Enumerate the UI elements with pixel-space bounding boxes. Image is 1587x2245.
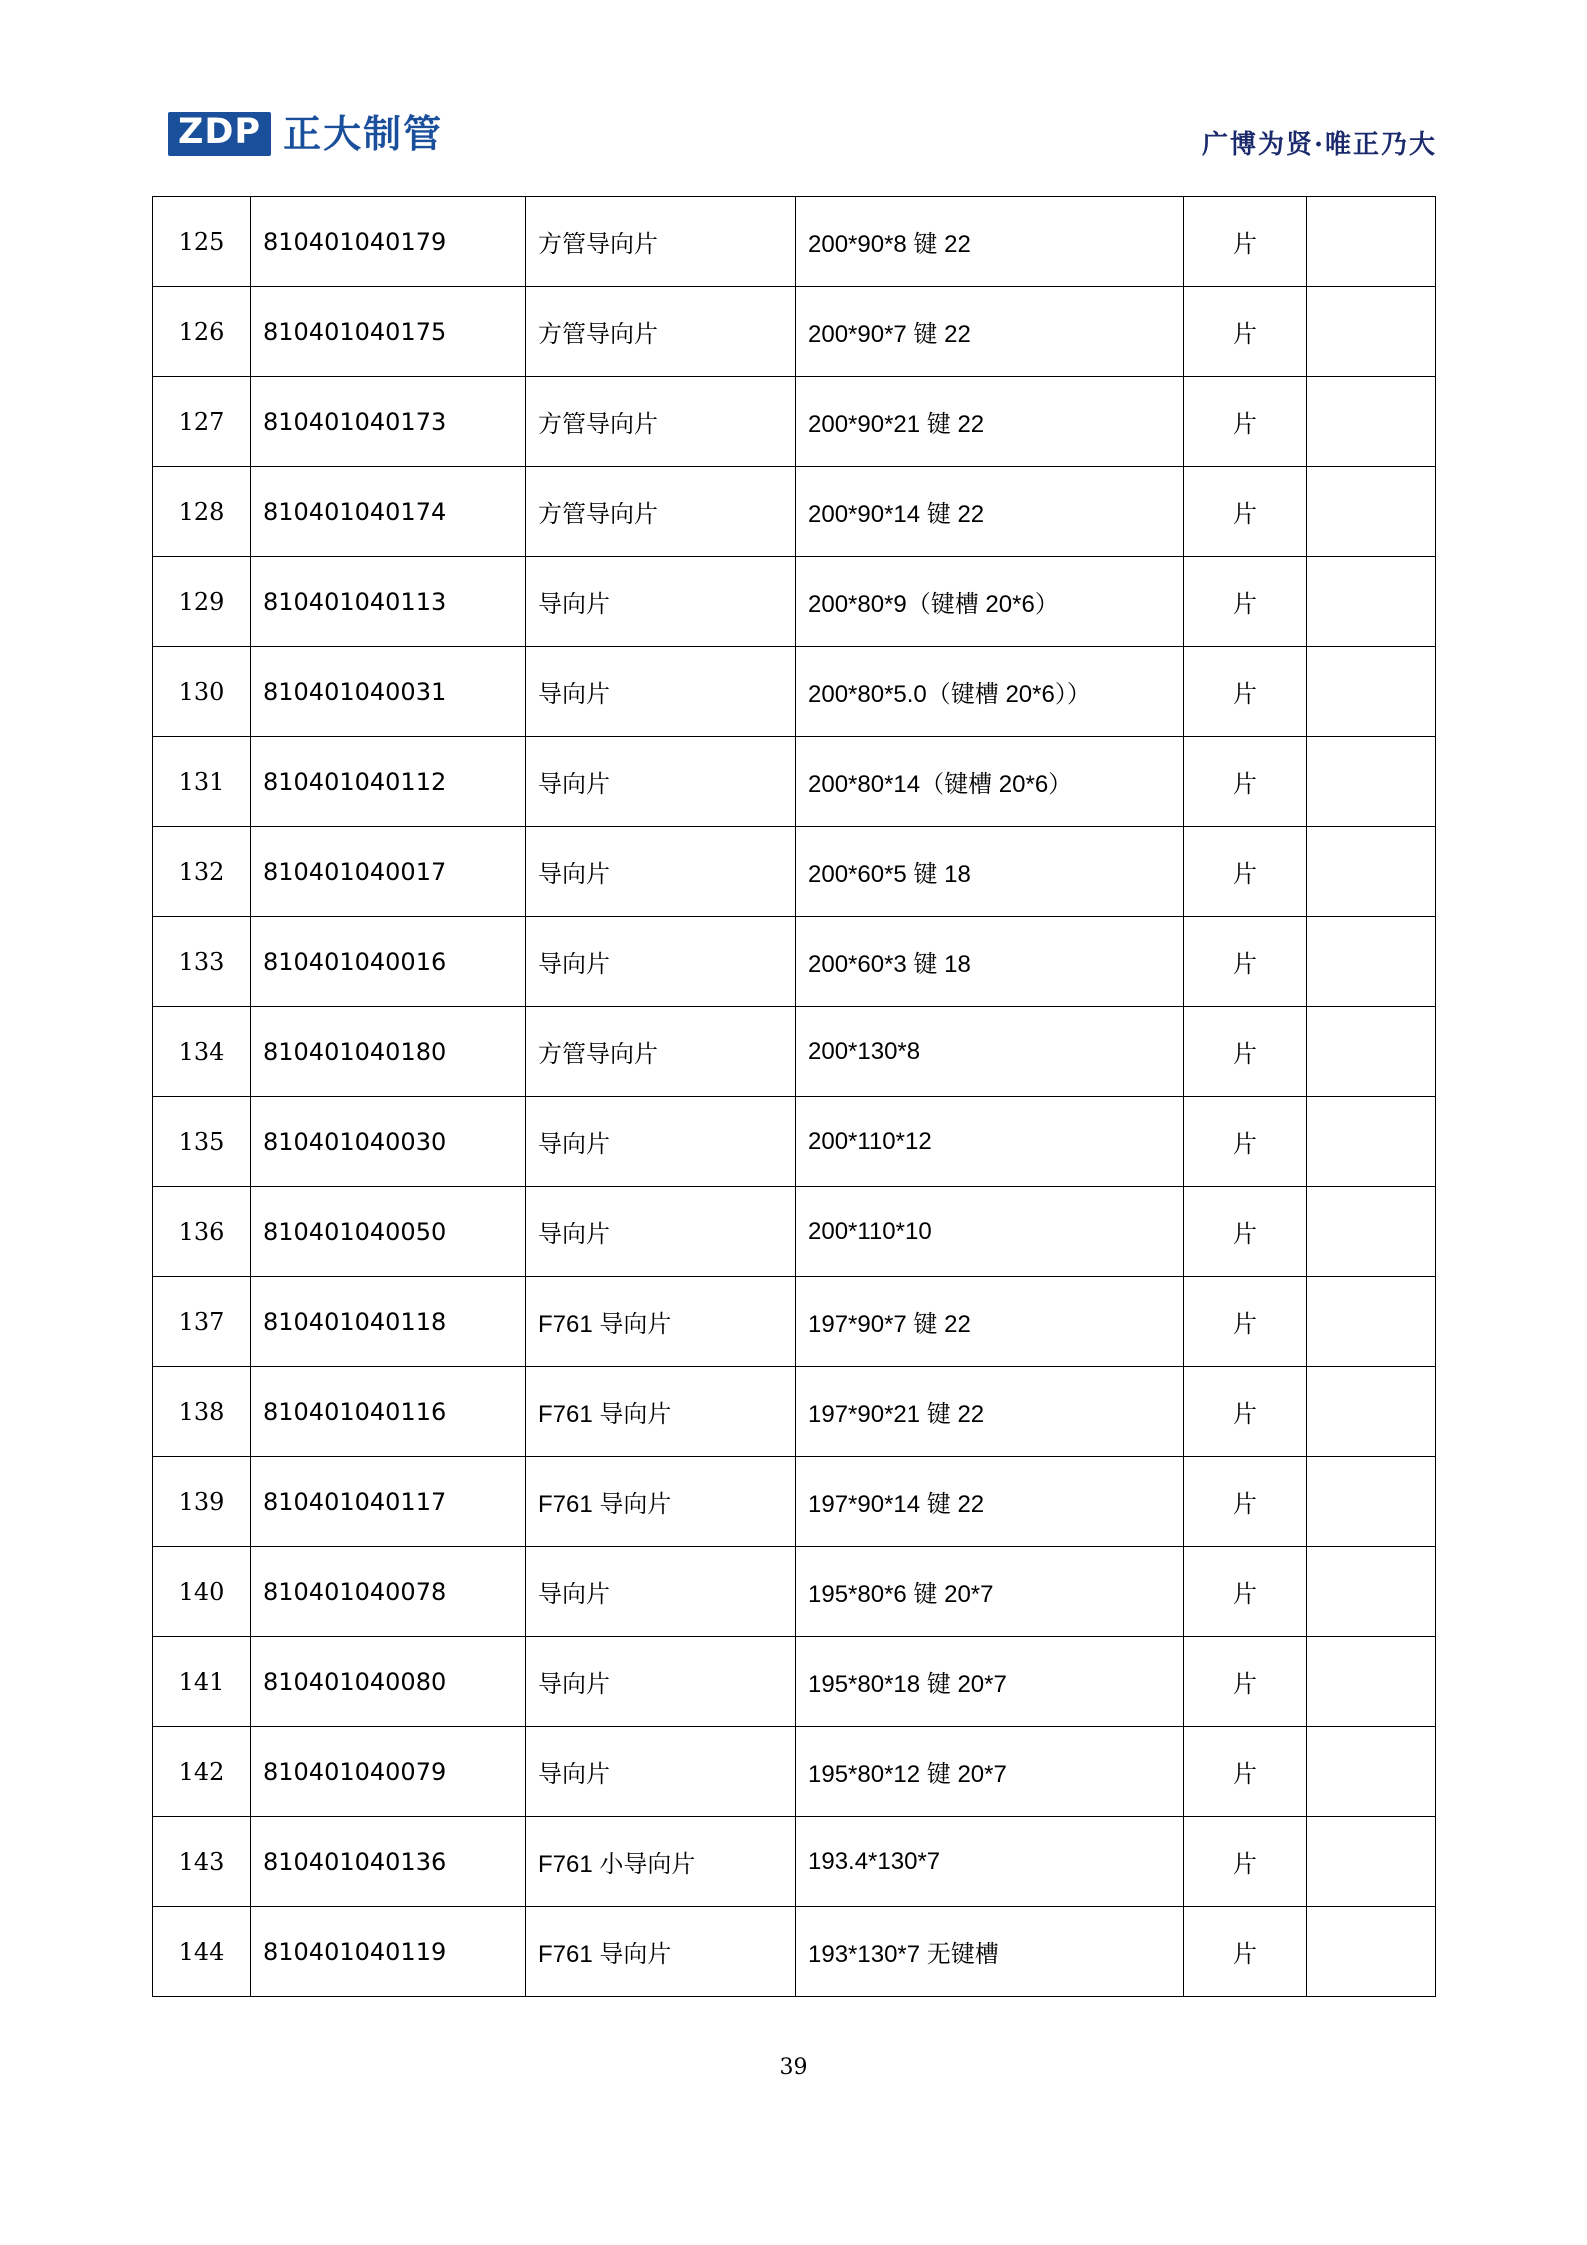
cell-name: 导向片 (526, 647, 796, 737)
cell-index: 140 (153, 1547, 251, 1637)
cell-name: 方管导向片 (526, 197, 796, 287)
cell-code: 810401040175 (251, 287, 526, 377)
cell-spec: 200*90*7 键 22 (796, 287, 1184, 377)
company-logo (168, 112, 443, 156)
cell-spec: 200*80*5.0（键槽 20*6）） (796, 647, 1184, 737)
table-row (153, 1007, 1436, 1097)
cell-note (1307, 1547, 1436, 1637)
cell-spec: 193.4*130*7 (796, 1817, 1184, 1907)
cell-name: F761 导向片 (526, 1277, 796, 1367)
cell-code: 810401040117 (251, 1457, 526, 1547)
cell-unit: 片 (1184, 737, 1307, 827)
cell-index: 142 (153, 1727, 251, 1817)
cell-spec: 200*90*8 键 22 (796, 197, 1184, 287)
cell-spec: 197*90*14 键 22 (796, 1457, 1184, 1547)
table-row (153, 1457, 1436, 1547)
table-row (153, 737, 1436, 827)
cell-name: 导向片 (526, 737, 796, 827)
cell-code: 810401040112 (251, 737, 526, 827)
cell-note (1307, 287, 1436, 377)
cell-code: 810401040119 (251, 1907, 526, 1997)
cell-note (1307, 1097, 1436, 1187)
cell-spec: 200*130*8 (796, 1007, 1184, 1097)
cell-spec: 200*60*5 键 18 (796, 827, 1184, 917)
cell-index: 129 (153, 557, 251, 647)
cell-spec: 200*60*3 键 18 (796, 917, 1184, 1007)
cell-note (1307, 1637, 1436, 1727)
cell-index: 126 (153, 287, 251, 377)
cell-index: 139 (153, 1457, 251, 1547)
table-row (153, 647, 1436, 737)
table-row (153, 1187, 1436, 1277)
table-row (153, 287, 1436, 377)
cell-note (1307, 917, 1436, 1007)
table-row (153, 1097, 1436, 1187)
cell-note (1307, 1907, 1436, 1997)
cell-name: F761 小导向片 (526, 1817, 796, 1907)
cell-note (1307, 827, 1436, 917)
table-row (153, 1727, 1436, 1817)
cell-spec: 200*90*21 键 22 (796, 377, 1184, 467)
cell-code: 810401040031 (251, 647, 526, 737)
cell-name: 方管导向片 (526, 377, 796, 467)
cell-name: 导向片 (526, 1637, 796, 1727)
cell-unit: 片 (1184, 1547, 1307, 1637)
cell-spec: 195*80*6 键 20*7 (796, 1547, 1184, 1637)
cell-unit: 片 (1184, 1097, 1307, 1187)
cell-note (1307, 377, 1436, 467)
cell-spec: 195*80*12 键 20*7 (796, 1727, 1184, 1817)
table-row (153, 1277, 1436, 1367)
parts-table (152, 196, 1436, 1997)
cell-code: 810401040173 (251, 377, 526, 467)
page-footer (0, 2055, 1587, 2080)
table-row (153, 467, 1436, 557)
table-row (153, 1907, 1436, 1997)
cell-code: 810401040080 (251, 1637, 526, 1727)
cell-unit: 片 (1184, 1187, 1307, 1277)
cell-index: 127 (153, 377, 251, 467)
cell-note (1307, 1727, 1436, 1817)
page-number: 39 (779, 2055, 808, 2080)
cell-unit: 片 (1184, 1007, 1307, 1097)
table-row (153, 377, 1436, 467)
cell-index: 128 (153, 467, 251, 557)
cell-note (1307, 737, 1436, 827)
cell-note (1307, 1367, 1436, 1457)
cell-code: 810401040030 (251, 1097, 526, 1187)
cell-note (1307, 467, 1436, 557)
cell-note (1307, 1277, 1436, 1367)
cell-name: F761 导向片 (526, 1367, 796, 1457)
cell-note (1307, 557, 1436, 647)
cell-code: 810401040179 (251, 197, 526, 287)
cell-spec: 200*110*10 (796, 1187, 1184, 1277)
cell-index: 141 (153, 1637, 251, 1727)
cell-name: 导向片 (526, 1547, 796, 1637)
cell-spec: 200*80*9（键槽 20*6） (796, 557, 1184, 647)
cell-note (1307, 197, 1436, 287)
cell-index: 125 (153, 197, 251, 287)
cell-note (1307, 1007, 1436, 1097)
cell-code: 810401040016 (251, 917, 526, 1007)
cell-unit: 片 (1184, 557, 1307, 647)
cell-note (1307, 647, 1436, 737)
cell-unit: 片 (1184, 287, 1307, 377)
table-row (153, 917, 1436, 1007)
cell-unit: 片 (1184, 377, 1307, 467)
cell-note (1307, 1817, 1436, 1907)
cell-spec: 193*130*7 无键槽 (796, 1907, 1184, 1997)
cell-unit: 片 (1184, 1277, 1307, 1367)
cell-name: 导向片 (526, 827, 796, 917)
cell-name: 方管导向片 (526, 287, 796, 377)
cell-unit: 片 (1184, 1367, 1307, 1457)
cell-spec: 197*90*7 键 22 (796, 1277, 1184, 1367)
cell-name: 方管导向片 (526, 1007, 796, 1097)
cell-name: 方管导向片 (526, 467, 796, 557)
parts-table-container (152, 196, 1435, 1997)
cell-unit: 片 (1184, 1907, 1307, 1997)
cell-name: 导向片 (526, 1727, 796, 1817)
cell-name: 导向片 (526, 917, 796, 1007)
cell-note (1307, 1187, 1436, 1277)
cell-index: 143 (153, 1817, 251, 1907)
cell-spec: 200*110*12 (796, 1097, 1184, 1187)
cell-index: 136 (153, 1187, 251, 1277)
table-row (153, 1817, 1436, 1907)
cell-code: 810401040136 (251, 1817, 526, 1907)
cell-code: 810401040180 (251, 1007, 526, 1097)
cell-unit: 片 (1184, 1727, 1307, 1817)
cell-name: 导向片 (526, 1187, 796, 1277)
cell-spec: 195*80*18 键 20*7 (796, 1637, 1184, 1727)
cell-unit: 片 (1184, 827, 1307, 917)
table-row (153, 197, 1436, 287)
table-row (153, 1367, 1436, 1457)
cell-index: 144 (153, 1907, 251, 1997)
cell-code: 810401040079 (251, 1727, 526, 1817)
cell-unit: 片 (1184, 1637, 1307, 1727)
cell-code: 810401040078 (251, 1547, 526, 1637)
cell-spec: 197*90*21 键 22 (796, 1367, 1184, 1457)
parts-table-body (153, 197, 1436, 1997)
cell-index: 130 (153, 647, 251, 737)
logo-mark-zdp: ZDP (168, 112, 271, 156)
cell-name: 导向片 (526, 557, 796, 647)
cell-unit: 片 (1184, 1817, 1307, 1907)
cell-index: 137 (153, 1277, 251, 1367)
cell-code: 810401040113 (251, 557, 526, 647)
cell-name: F761 导向片 (526, 1907, 796, 1997)
table-row (153, 827, 1436, 917)
cell-spec: 200*90*14 键 22 (796, 467, 1184, 557)
cell-unit: 片 (1184, 917, 1307, 1007)
cell-code: 810401040017 (251, 827, 526, 917)
cell-code: 810401040116 (251, 1367, 526, 1457)
cell-index: 131 (153, 737, 251, 827)
cell-name: F761 导向片 (526, 1457, 796, 1547)
cell-note (1307, 1457, 1436, 1547)
cell-index: 132 (153, 827, 251, 917)
cell-code: 810401040050 (251, 1187, 526, 1277)
cell-unit: 片 (1184, 467, 1307, 557)
logo-company-name: 正大制管 (283, 111, 444, 156)
cell-index: 134 (153, 1007, 251, 1097)
cell-unit: 片 (1184, 1457, 1307, 1547)
company-slogan: 广博为贤·唯正乃大 (1201, 130, 1437, 160)
cell-index: 133 (153, 917, 251, 1007)
cell-unit: 片 (1184, 197, 1307, 287)
cell-index: 135 (153, 1097, 251, 1187)
page-header (168, 112, 1437, 172)
cell-spec: 200*80*14（键槽 20*6） (796, 737, 1184, 827)
cell-code: 810401040174 (251, 467, 526, 557)
table-row (153, 1547, 1436, 1637)
cell-code: 810401040118 (251, 1277, 526, 1367)
table-row (153, 557, 1436, 647)
table-row (153, 1637, 1436, 1727)
cell-name: 导向片 (526, 1097, 796, 1187)
cell-unit: 片 (1184, 647, 1307, 737)
cell-index: 138 (153, 1367, 251, 1457)
